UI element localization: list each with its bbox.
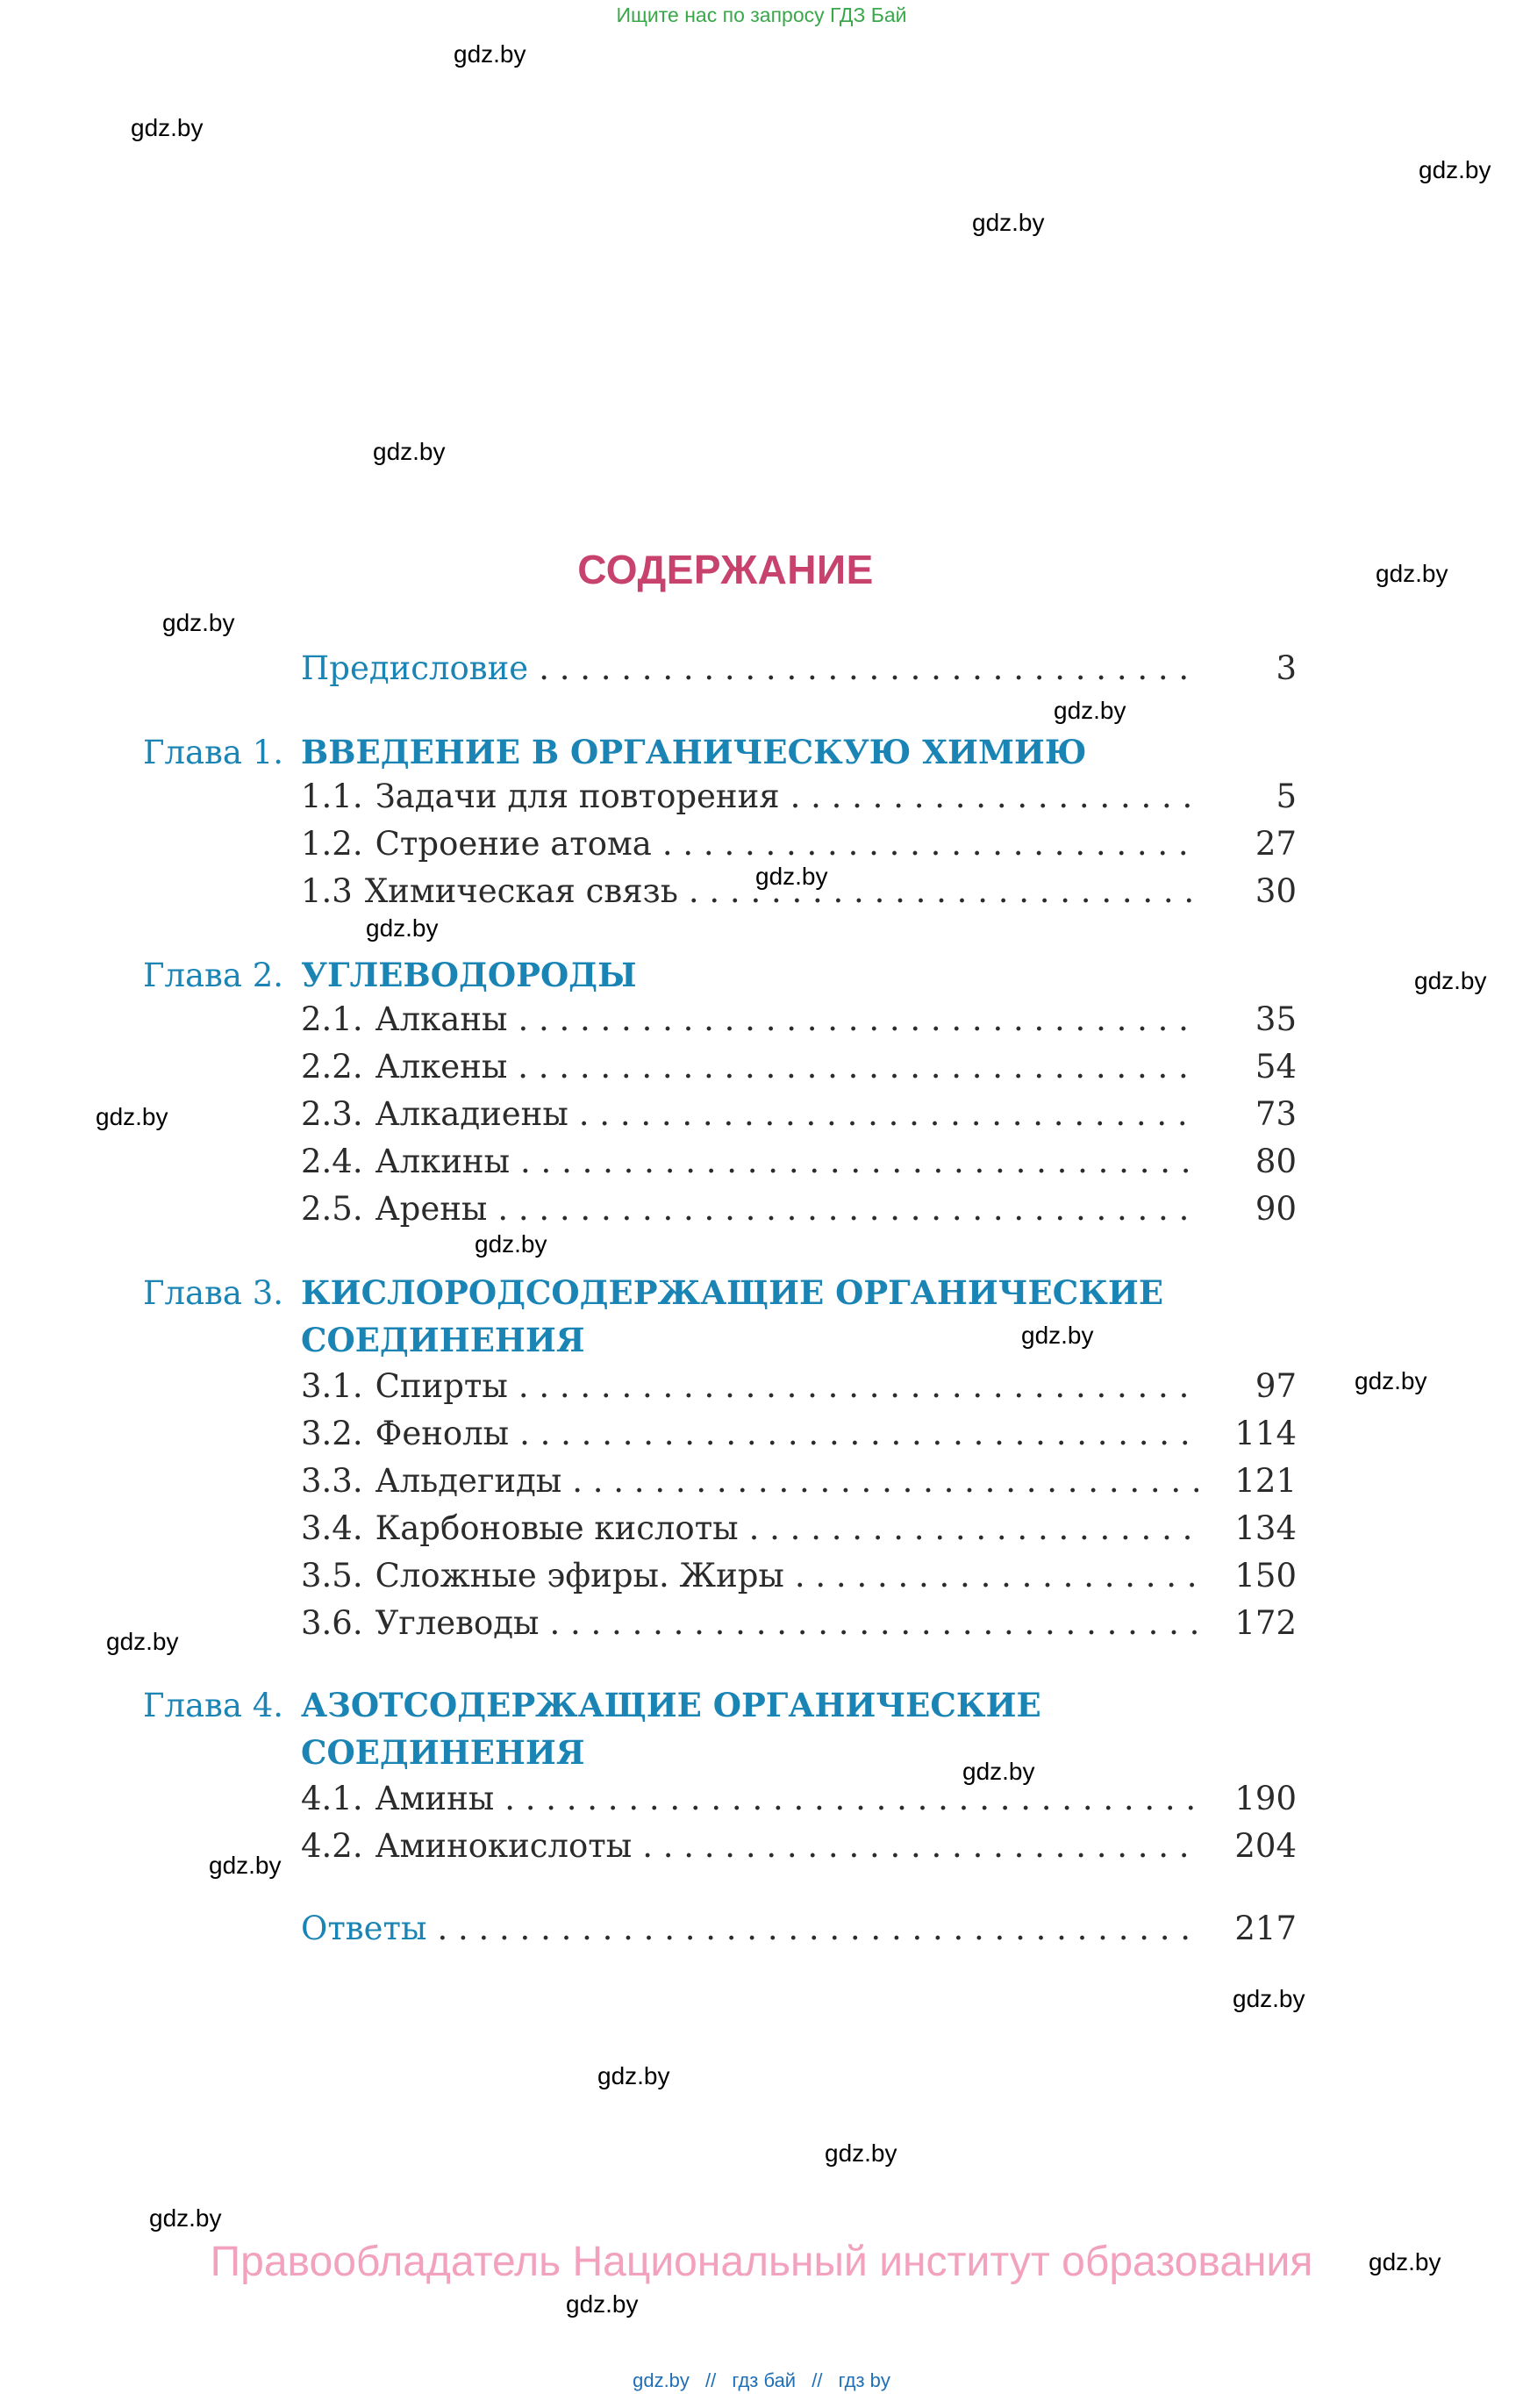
leader-dots [790, 778, 1198, 815]
toc-entry[interactable] [301, 1462, 1297, 1506]
toc-entry[interactable] [301, 1557, 1297, 1601]
toc-entry-page: 90 [1255, 1190, 1297, 1228]
leader-dots [579, 1095, 1198, 1133]
toc-entry-page: 121 [1234, 1462, 1297, 1500]
leader-dots [549, 1604, 1198, 1642]
toc-entry[interactable] [301, 1367, 1297, 1411]
toc-entry-label: Карбоновые кислоты [375, 1509, 739, 1547]
toc-entry[interactable] [301, 1604, 1297, 1648]
footer-link[interactable]: гдз by [838, 2369, 890, 2391]
leader-dots [520, 1143, 1198, 1180]
watermark: gdz.by [1376, 560, 1448, 587]
toc-entry-label: Спирты [375, 1367, 508, 1405]
leader-dots [518, 1367, 1198, 1405]
chapter-title-line: СОЕДИНЕНИЯ [301, 1321, 585, 1359]
top-banner[interactable]: Ищите нас по запросу ГДЗ Бай [616, 4, 907, 26]
chapter-heading-4[interactable] [143, 1681, 1178, 1776]
toc-entry-answers[interactable] [301, 1910, 1297, 1953]
chapter-title [301, 1681, 1178, 1776]
toc-entry[interactable] [301, 1095, 1297, 1139]
toc-entry-page: 114 [1234, 1415, 1297, 1452]
toc-entry[interactable] [301, 1780, 1297, 1824]
toc-entry-page: 150 [1234, 1557, 1297, 1595]
watermark: gdz.by [209, 1852, 282, 1879]
watermark: gdz.by [131, 114, 204, 141]
leader-dots [572, 1462, 1198, 1500]
leader-dots [749, 1509, 1198, 1547]
leader-dots [689, 872, 1198, 910]
toc-entry-page: 97 [1255, 1367, 1297, 1405]
footer-links [0, 2369, 1523, 2392]
toc-entry-page: 204 [1234, 1827, 1297, 1865]
leader-dots [437, 1910, 1198, 1947]
leader-dots [519, 1415, 1198, 1452]
leader-dots [518, 1048, 1198, 1086]
watermark: gdz.by [1021, 1322, 1094, 1349]
toc-entry-page: 35 [1255, 1000, 1297, 1038]
chapter-title [301, 1269, 1178, 1364]
chapter-title-line: СОЕДИНЕНИЯ [301, 1733, 585, 1772]
toc-entry-page: 30 [1255, 872, 1297, 910]
toc-entry-number: 3.4. [301, 1509, 363, 1547]
chapter-heading-2[interactable] [143, 951, 1178, 999]
toc-entry-number: 1.2. [301, 825, 363, 863]
watermark: gdz.by [475, 1230, 547, 1258]
toc-entry-page: 5 [1276, 778, 1297, 815]
toc-entry-page: 190 [1234, 1780, 1297, 1817]
chapter-title: ВВЕДЕНИЕ В ОРГАНИЧЕСКУЮ ХИМИЮ [301, 733, 1087, 771]
footer-separator: // [812, 2369, 823, 2391]
toc-entry-label: Строение атома [375, 825, 652, 863]
toc-entry[interactable] [301, 1143, 1297, 1186]
chapter-heading-1[interactable] [143, 728, 1178, 776]
watermark: gdz.by [1233, 1985, 1305, 2012]
watermark: gdz.by [825, 2139, 897, 2167]
toc-entry-label: Ответы [301, 1910, 427, 1947]
toc-entry-number: 4.1. [301, 1780, 363, 1817]
watermark: gdz.by [755, 863, 828, 890]
toc-entry-page: 172 [1234, 1604, 1297, 1642]
chapter-number: Глава 2. [143, 957, 284, 994]
toc-entry[interactable] [301, 1827, 1297, 1871]
toc-entry-label: Арены [375, 1190, 488, 1228]
toc-entry[interactable] [301, 1190, 1297, 1234]
toc-entry[interactable] [301, 1000, 1297, 1044]
footer-separator: // [705, 2369, 717, 2391]
leader-dots [504, 1780, 1198, 1817]
toc-entry[interactable] [301, 825, 1297, 869]
toc-entry-number: 1.1. [301, 778, 363, 815]
watermark: gdz.by [597, 2062, 670, 2089]
toc-entry-label: Амины [375, 1780, 495, 1817]
watermark: gdz.by [96, 1103, 168, 1130]
toc-entry[interactable] [301, 872, 1297, 916]
chapter-title: УГЛЕВОДОРОДЫ [301, 956, 637, 994]
toc-entry-page: 73 [1255, 1095, 1297, 1133]
toc-entry-label: Химическая связь [364, 872, 678, 910]
toc-entry-label: Алкадиены [375, 1095, 568, 1133]
toc-entry-label: Сложные эфиры. Жиры [375, 1557, 784, 1595]
watermark: gdz.by [373, 438, 446, 465]
chapter-number: Глава 1. [143, 734, 284, 771]
toc-entry-label: Альдегиды [375, 1462, 562, 1500]
toc-entry-number: 2.1. [301, 1000, 363, 1038]
toc-entry[interactable] [301, 1509, 1297, 1553]
toc-entry-number: 3.3. [301, 1462, 363, 1500]
chapter-number: Глава 3. [143, 1274, 284, 1312]
leader-dots [642, 1827, 1198, 1865]
toc-entry-label: Алкины [375, 1143, 511, 1180]
toc-entry-preface[interactable] [301, 649, 1297, 693]
leader-dots [518, 1000, 1198, 1038]
toc-entry-label: Алкены [375, 1048, 508, 1086]
toc-entry-label: Аминокислоты [375, 1827, 633, 1865]
toc-entry-label: Алканы [375, 1000, 508, 1038]
toc-entry-page: 3 [1276, 649, 1297, 687]
watermark: gdz.by [149, 2204, 222, 2232]
toc-entry-number: 3.1. [301, 1367, 363, 1405]
leader-dots [539, 649, 1198, 687]
watermark: gdz.by [1369, 2248, 1441, 2275]
toc-entry-label: Фенолы [375, 1415, 510, 1452]
toc-entry-page: 217 [1234, 1910, 1297, 1947]
toc-entry-number: 2.2. [301, 1048, 363, 1086]
watermark: gdz.by [1419, 156, 1491, 183]
toc-entry-number: 4.2. [301, 1827, 363, 1865]
chapter-heading-3[interactable] [143, 1269, 1178, 1364]
toc-entry-number: 2.3. [301, 1095, 363, 1133]
watermark: gdz.by [1355, 1367, 1427, 1394]
toc-entry-number: 2.5. [301, 1190, 363, 1228]
toc-entry-page: 27 [1255, 825, 1297, 863]
toc-entry-number: 3.2. [301, 1415, 363, 1452]
footer-link[interactable]: gdz.by [633, 2369, 690, 2391]
toc-entry[interactable] [301, 1415, 1297, 1458]
toc-entry-number: 3.5. [301, 1557, 363, 1595]
watermark: gdz.by [106, 1628, 179, 1655]
toc-entry-label: Предисловие [301, 649, 529, 687]
chapter-title-line: КИСЛОРОДСОДЕРЖАЩИЕ ОРГАНИЧЕСКИЕ [301, 1273, 1164, 1312]
toc-entry[interactable] [301, 1048, 1297, 1092]
chapter-title-line: АЗОТСОДЕРЖАЩИЕ ОРГАНИЧЕСКИЕ [301, 1686, 1041, 1724]
toc-entry-number: 2.4. [301, 1143, 363, 1180]
page-title: СОДЕРЖАНИЕ [577, 547, 874, 592]
watermark: gdz.by [1054, 697, 1126, 724]
footer-link[interactable]: гдз бай [732, 2369, 797, 2391]
watermark: gdz.by [1414, 967, 1487, 994]
leader-dots [662, 825, 1198, 863]
watermark: gdz.by [962, 1758, 1035, 1785]
watermark: gdz.by [972, 209, 1045, 236]
copyright-notice: Правообладатель Национальный институт образования [210, 2239, 1313, 2285]
toc-entry-page: 54 [1255, 1048, 1297, 1086]
chapter-number: Глава 4. [143, 1687, 284, 1724]
toc-entry-page: 80 [1255, 1143, 1297, 1180]
watermark: gdz.by [566, 2290, 639, 2318]
toc-entry-number: 1.3 [301, 872, 353, 910]
toc-entry-label: Задачи для повторения [375, 778, 780, 815]
toc-entry[interactable] [301, 778, 1297, 821]
watermark: gdz.by [454, 40, 526, 68]
watermark: gdz.by [162, 609, 235, 636]
leader-dots [795, 1557, 1198, 1595]
toc-entry-page: 134 [1234, 1509, 1297, 1547]
leader-dots [497, 1190, 1198, 1228]
watermark: gdz.by [366, 914, 439, 942]
toc-entry-number: 3.6. [301, 1604, 363, 1642]
toc-entry-label: Углеводы [375, 1604, 540, 1642]
